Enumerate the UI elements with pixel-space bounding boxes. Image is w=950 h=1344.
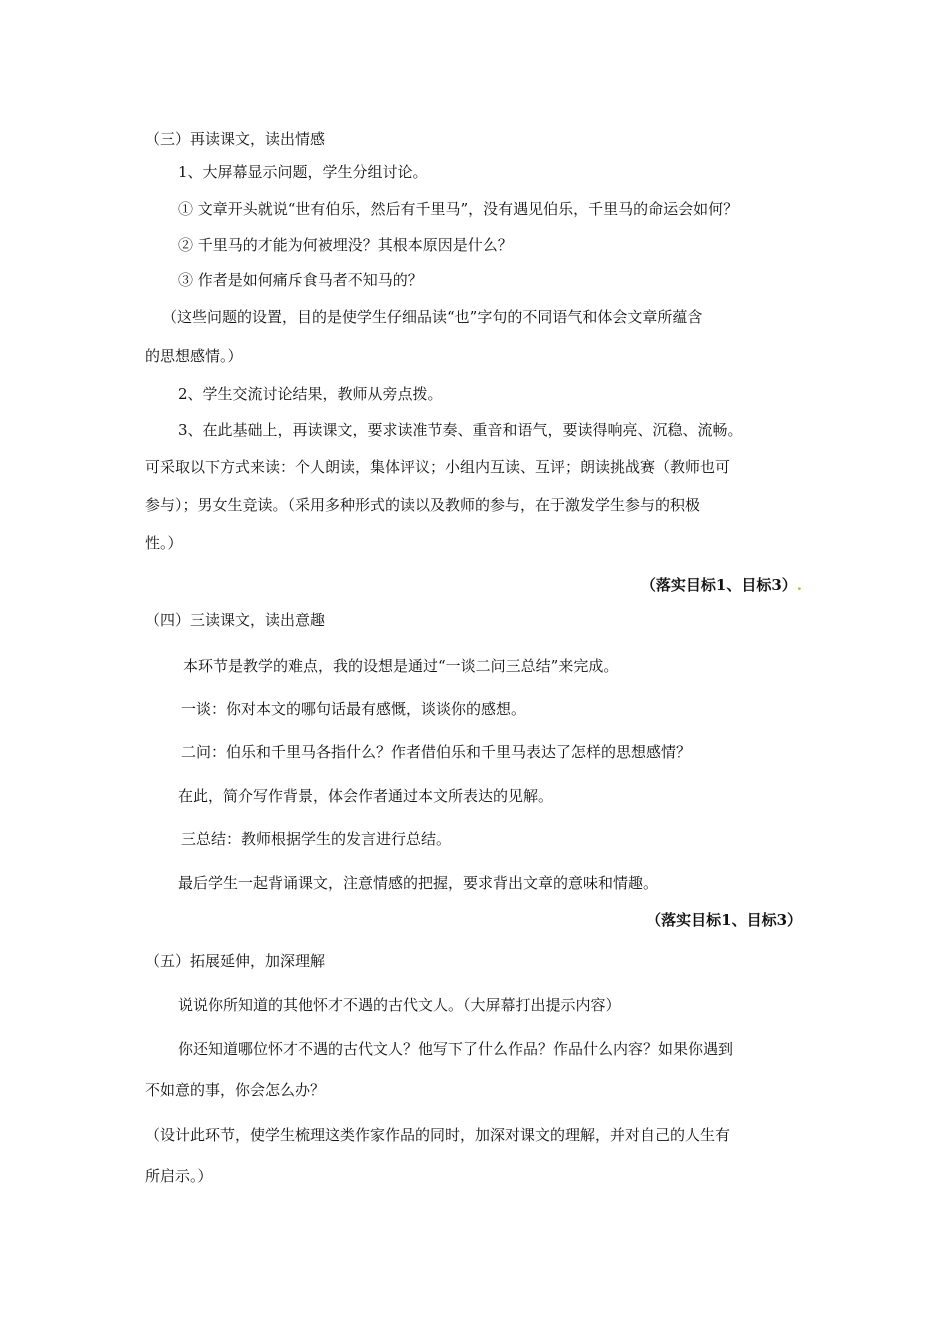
section-3-step-3-line-1: 3、在此基础上，再读课文，要求读准节奏、重音和语气，要读得响亮、沉稳、流畅。 [178, 421, 743, 439]
section-4-intro: 本环节是教学的难点，我的设想是通过“一谈二问三总结”来完成。 [183, 657, 619, 675]
section-3-step-3-line-4: 性。） [145, 534, 183, 552]
section-4-step-1: 一谈：你对本文的哪句话最有感慨，谈谈你的感想。 [181, 700, 527, 718]
section-3-step-3-line-3: 参与）；男女生竞读。（采用多种形式的读以及教师的参与，在于激发学生参与的积极 [145, 496, 701, 514]
question-1: ① 文章开头就说“世有伯乐，然后有千里马”，没有遇见伯乐，千里马的命运会如何？ [178, 200, 739, 218]
section-3-step-1: 1、大屏幕显示问题，学生分组讨论。 [178, 163, 428, 181]
section-3-note-line-1: （这些问题的设置，目的是使学生仔细品读“也”字句的不同语气和体会文章所蕴含 [162, 308, 703, 326]
section-5-note-line-2: 所启示。） [145, 1167, 213, 1185]
section-5-note-line-1: （设计此环节，使学生梳理这类作家作品的同时，加深对课文的理解，并对自己的人生有 [145, 1126, 731, 1144]
section-3-note-line-2: 的思想感情。） [145, 347, 243, 365]
section-4-closing: 最后学生一起背诵课文，注意情感的把握，要求背出文章的意味和情趣。 [178, 874, 659, 892]
section-5-questions-line-1: 你还知道哪位怀才不遇的古代文人？他写下了什么作品？作品什么内容？如果你遇到 [178, 1040, 734, 1058]
question-3: ③ 作者是如何痛斥食马者不知马的？ [178, 271, 423, 289]
section-4-goal: （落实目标1、目标3） [646, 911, 802, 929]
section-5-prompt: 说说你所知道的其他怀才不遇的古代文人。（大屏幕打出提示内容） [178, 996, 621, 1014]
section-5-questions-line-2: 不如意的事，你会怎么办？ [145, 1081, 326, 1099]
section-3-step-3-line-2: 可采取以下方式来读：个人朗读，集体评议；小组内互读、互评；朗读挑战赛（教师也可 [145, 458, 731, 476]
section-4-step-3: 三总结：教师根据学生的发言进行总结。 [181, 830, 452, 848]
section-4-heading: （四）三读课文，读出意趣 [145, 611, 326, 629]
section-3-goal-text: （落实目标1、目标3） [640, 576, 797, 594]
section-5-heading: （五）拓展延伸，加深理解 [145, 952, 326, 970]
section-4-step-2-note: 在此，简介写作背景，体会作者通过本文所表达的见解。 [178, 787, 554, 805]
section-3-goal [641, 575, 802, 595]
question-2: ② 千里马的才能为何被埋没？其根本原因是什么？ [178, 236, 513, 254]
section-3-step-2: 2、学生交流讨论结果，教师从旁点拨。 [178, 385, 443, 403]
section-3-heading: （三）再读课文，读出情感 [145, 130, 326, 148]
section-3-goal-mark: . [796, 576, 802, 594]
section-4-step-2: 二问：伯乐和千里马各指什么？作者借伯乐和千里马表达了怎样的思想感情？ [181, 743, 692, 761]
